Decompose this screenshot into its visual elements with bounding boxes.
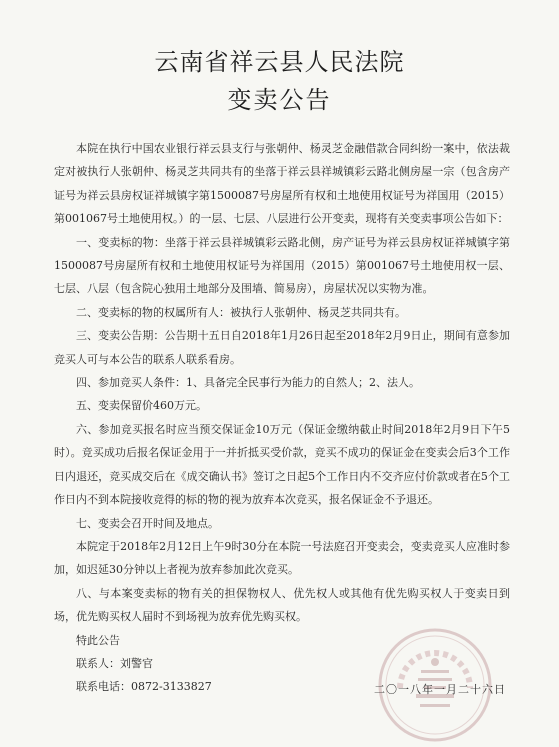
paragraph-7-detail: 本院定于2018年2月12日上午9时30分在本院一号法庭召开变卖会，变卖竞买人应准时参加，如迟延30分钟以上者视为放弃参加此次竞买。	[54, 539, 510, 577]
contact-person: 联系人：刘警官	[76, 656, 153, 670]
paragraph-5: 五、变卖保留价460万元。	[76, 399, 207, 413]
notice-title: 变卖公告	[227, 86, 332, 114]
paragraph-1: 一、变卖标的物：坐落于祥云县祥城镇彩云路北侧，房产证号为祥云县房权证祥城镇字第1500087号房屋所有权和土地使用权证号为祥国用（2015）第001067号土地使用权一层、七层、八层（包含院心独用土地部分及围墙、简易房），房屋状况以实物为准。	[54, 235, 510, 296]
paragraph-3: 三、变卖公告期：公告期十五日自2018年1月26日起至2018年2月9日止，期间有意参加竞买人可与本公告的联系人联系看房。	[54, 329, 510, 366]
court-name: 云南省祥云县人民法院	[154, 48, 405, 76]
paragraph-4: 四、参加竞买人条件：1、具备完全民事行为能力的自然人；2、法人。	[76, 376, 420, 390]
paragraph-6: 六、参加竞买报名时应当预交保证金10万元（保证金缴纳截止时间2018年2月9日下午5时）。竞买成功后报名保证金用于一并折抵买受价款，竞买不成功的保证金在变卖会后3个工作日内退还，竞买成交后在《成交确认书》签订之日起5个工作日内不交齐应付价款或者在5个工作日内不到本院接收竞得的标的物的视为放弃本次竞买，报名保证金不予退还。	[54, 422, 510, 507]
paragraph-intro: 本院在执行中国农业银行祥云县支行与张朝仲、杨灵芝金融借款合同纠纷一案中，依法裁定对被执行人张朝仲、杨灵芝共同共有的坐落于祥云县祥城镇彩云路北侧房屋一宗（包含房产证号为祥云县房权证祥城镇字第1500087号房屋所有权和土地使用权证号为祥国用（2015）第001067号土地使用权。）的一层、七层、八层进行公开变卖，现将有关变卖事项公告如下：	[54, 142, 510, 226]
notice-date: 二〇一八年一月二十六日	[374, 683, 506, 696]
paragraph-7: 七、变卖会召开时间及地点。	[76, 516, 219, 530]
notice-body	[54, 137, 510, 699]
closing-line: 特此公告	[76, 633, 120, 647]
contact-phone: 联系电话：0872-3133827	[76, 680, 212, 694]
paragraph-2: 二、变卖标的物的权属所有人：被执行人张朝仲、杨灵芝共同共有。	[76, 305, 406, 319]
paragraph-8: 八、与本案变卖标的物有关的担保物权人、优先权人或其他有优先购买权人于变卖日到场，优先购买权人届时不到场视为放弃优先购买权。	[54, 586, 510, 624]
